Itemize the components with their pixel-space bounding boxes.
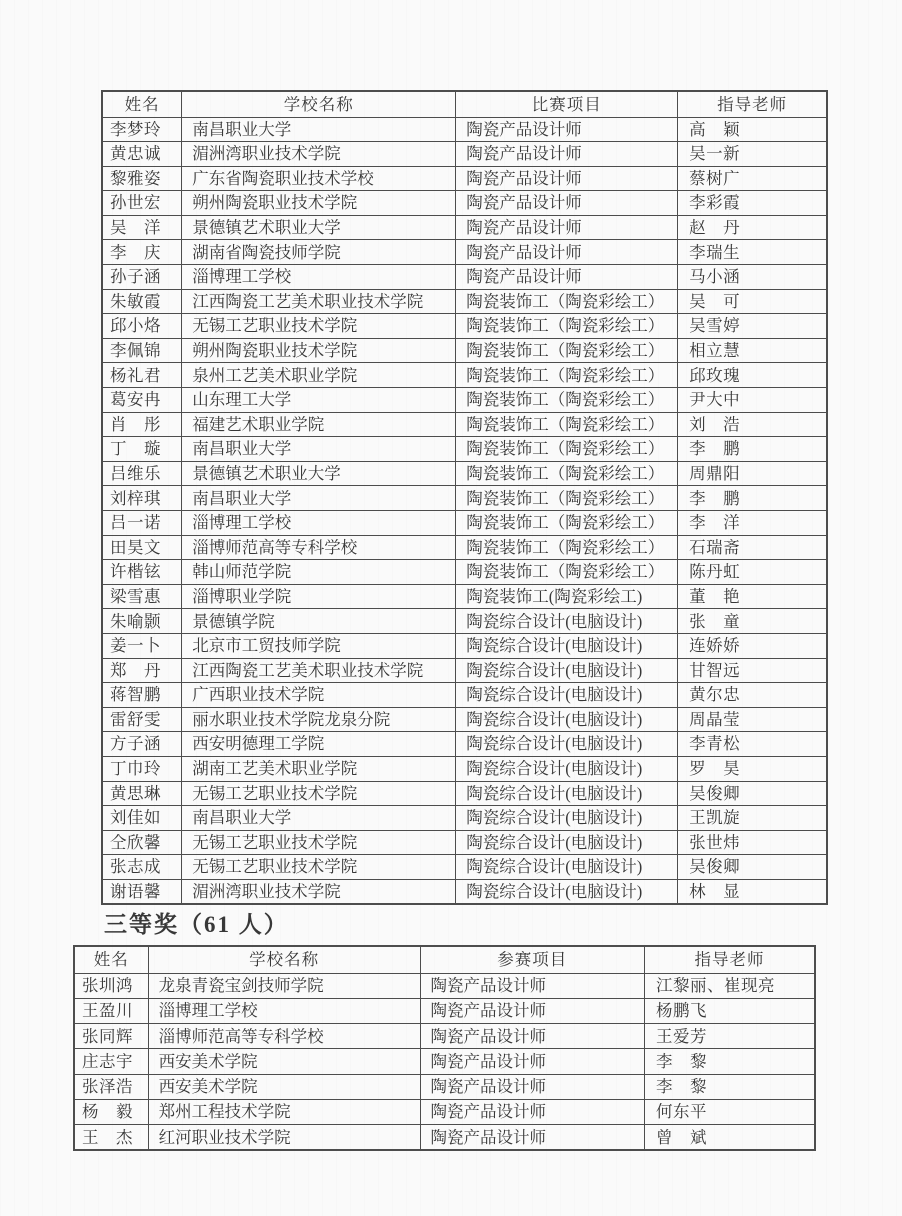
student-name-cell: 黄思琳 [102, 781, 182, 806]
school-name-cell: 江西陶瓷工艺美术职业技术学院 [182, 289, 456, 314]
school-name-cell: 广东省陶瓷职业技术学校 [182, 166, 456, 191]
student-name-cell: 仝欣馨 [102, 830, 182, 855]
event-cell: 陶瓷产品设计师 [420, 1099, 645, 1124]
student-name-cell: 张同辉 [74, 1024, 148, 1049]
school-name-cell: 朔州陶瓷职业技术学院 [182, 338, 456, 363]
header-row [102, 91, 827, 117]
table-row [102, 117, 827, 142]
table-row [74, 1099, 815, 1124]
advisor-cell: 黄尔忠 [678, 683, 827, 708]
school-name-cell: 景德镇学院 [182, 609, 456, 634]
award-table-lower-body [74, 973, 815, 1150]
table-row [74, 1049, 815, 1074]
school-name-cell: 西安明德理工学院 [182, 732, 456, 757]
advisor-cell: 李瑞生 [678, 240, 827, 265]
school-name-cell: 山东理工大学 [182, 388, 456, 413]
student-name-cell: 雷舒雯 [102, 707, 182, 732]
header-student-name: 姓名 [102, 91, 182, 117]
advisor-cell: 江黎丽、崔现亮 [645, 973, 815, 998]
student-name-cell: 孙世宏 [102, 191, 182, 216]
student-name-cell: 邱小烙 [102, 314, 182, 339]
student-name-cell: 吕维乐 [102, 461, 182, 486]
header-entry-event: 参赛项目 [420, 946, 645, 973]
event-cell: 陶瓷产品设计师 [456, 240, 678, 265]
student-name-cell: 庄志宇 [74, 1049, 148, 1074]
school-name-cell: 红河职业技术学院 [148, 1125, 420, 1150]
advisor-cell: 周晶莹 [678, 707, 827, 732]
table-row [74, 1024, 815, 1049]
award-table-upper [101, 90, 828, 905]
header-competition-event: 比赛项目 [456, 91, 678, 117]
advisor-cell: 石瑞斋 [678, 535, 827, 560]
event-cell: 陶瓷产品设计师 [420, 998, 645, 1023]
event-cell: 陶瓷综合设计(电脑设计) [456, 658, 678, 683]
event-cell: 陶瓷产品设计师 [456, 215, 678, 240]
school-name-cell: 无锡工艺职业技术学院 [182, 855, 456, 880]
event-cell: 陶瓷装饰工（陶瓷彩绘工） [456, 437, 678, 462]
student-name-cell: 许楷铉 [102, 560, 182, 585]
event-cell: 陶瓷装饰工（陶瓷彩绘工） [456, 560, 678, 585]
table-row [74, 1125, 815, 1150]
event-cell: 陶瓷装饰工（陶瓷彩绘工） [456, 314, 678, 339]
student-name-cell: 吴 洋 [102, 215, 182, 240]
advisor-cell: 林 显 [678, 879, 827, 904]
school-name-cell: 南昌职业大学 [182, 486, 456, 511]
table-row [102, 806, 827, 831]
advisor-cell: 李 黎 [645, 1049, 815, 1074]
school-name-cell: 湄洲湾职业技术学院 [182, 879, 456, 904]
advisor-cell: 周鼎阳 [678, 461, 827, 486]
event-cell: 陶瓷综合设计(电脑设计) [456, 879, 678, 904]
school-name-cell: 湖南省陶瓷技师学院 [182, 240, 456, 265]
table-row [102, 633, 827, 658]
advisor-cell: 王爱芳 [645, 1024, 815, 1049]
advisor-cell: 吴雪婷 [678, 314, 827, 339]
table-row [102, 191, 827, 216]
student-name-cell: 姜一卜 [102, 633, 182, 658]
school-name-cell: 郑州工程技术学院 [148, 1099, 420, 1124]
table-row [102, 560, 827, 585]
event-cell: 陶瓷产品设计师 [420, 1024, 645, 1049]
school-name-cell: 江西陶瓷工艺美术职业技术学院 [182, 658, 456, 683]
student-name-cell: 张泽浩 [74, 1074, 148, 1099]
advisor-cell: 张 童 [678, 609, 827, 634]
student-name-cell: 孙子涵 [102, 265, 182, 290]
header-advisor: 指导老师 [645, 946, 815, 973]
header-row [74, 946, 815, 973]
table-row [102, 388, 827, 413]
header-student-name: 姓名 [74, 946, 148, 973]
school-name-cell: 景德镇艺术职业大学 [182, 215, 456, 240]
school-name-cell: 西安美术学院 [148, 1074, 420, 1099]
advisor-cell: 高 颖 [678, 117, 827, 142]
school-name-cell: 湄洲湾职业技术学院 [182, 142, 456, 167]
student-name-cell: 黄忠诚 [102, 142, 182, 167]
event-cell: 陶瓷产品设计师 [456, 166, 678, 191]
school-name-cell: 无锡工艺职业技术学院 [182, 830, 456, 855]
event-cell: 陶瓷装饰工（陶瓷彩绘工） [456, 511, 678, 536]
table-row [102, 412, 827, 437]
event-cell: 陶瓷综合设计(电脑设计) [456, 633, 678, 658]
table-row [74, 998, 815, 1023]
advisor-cell: 张世炜 [678, 830, 827, 855]
advisor-cell: 李 鹏 [678, 437, 827, 462]
school-name-cell: 无锡工艺职业技术学院 [182, 781, 456, 806]
student-name-cell: 葛安冉 [102, 388, 182, 413]
event-cell: 陶瓷装饰工（陶瓷彩绘工） [456, 461, 678, 486]
school-name-cell: 湖南工艺美术职业学院 [182, 756, 456, 781]
table-row [102, 879, 827, 904]
advisor-cell: 曾 斌 [645, 1125, 815, 1150]
school-name-cell: 广西职业技术学院 [182, 683, 456, 708]
advisor-cell: 甘智远 [678, 658, 827, 683]
student-name-cell: 方子涵 [102, 732, 182, 757]
student-name-cell: 郑 丹 [102, 658, 182, 683]
student-name-cell: 朱喻颢 [102, 609, 182, 634]
advisor-cell: 相立慧 [678, 338, 827, 363]
student-name-cell: 李梦玲 [102, 117, 182, 142]
event-cell: 陶瓷产品设计师 [420, 973, 645, 998]
award-table-upper-header [102, 91, 827, 117]
advisor-cell: 李 洋 [678, 511, 827, 536]
student-name-cell: 刘佳如 [102, 806, 182, 831]
advisor-cell: 李青松 [678, 732, 827, 757]
student-name-cell: 田昊文 [102, 535, 182, 560]
advisor-cell: 蔡树广 [678, 166, 827, 191]
school-name-cell: 淄博理工学校 [148, 998, 420, 1023]
section-heading-third-prize: 三等奖（61 人） [104, 912, 289, 937]
event-cell: 陶瓷综合设计(电脑设计) [456, 806, 678, 831]
table-row [102, 756, 827, 781]
advisor-cell: 尹大中 [678, 388, 827, 413]
event-cell: 陶瓷产品设计师 [456, 117, 678, 142]
advisor-cell: 刘 浩 [678, 412, 827, 437]
event-cell: 陶瓷综合设计(电脑设计) [456, 781, 678, 806]
school-name-cell: 福建艺术职业学院 [182, 412, 456, 437]
table-row [102, 363, 827, 388]
header-school-name: 学校名称 [182, 91, 456, 117]
event-cell: 陶瓷产品设计师 [456, 142, 678, 167]
award-table-lower [73, 945, 816, 1151]
table-row [102, 855, 827, 880]
student-name-cell: 朱敏霞 [102, 289, 182, 314]
school-name-cell: 韩山师范学院 [182, 560, 456, 585]
table-row [102, 289, 827, 314]
event-cell: 陶瓷装饰工（陶瓷彩绘工） [456, 338, 678, 363]
event-cell: 陶瓷综合设计(电脑设计) [456, 756, 678, 781]
award-table-upper-body [102, 117, 827, 904]
school-name-cell: 淄博职业学院 [182, 584, 456, 609]
table-row [102, 707, 827, 732]
table-row [102, 584, 827, 609]
advisor-cell: 杨鹏飞 [645, 998, 815, 1023]
student-name-cell: 肖 彤 [102, 412, 182, 437]
event-cell: 陶瓷产品设计师 [420, 1074, 645, 1099]
header-advisor: 指导老师 [678, 91, 827, 117]
table-row [102, 338, 827, 363]
student-name-cell: 李 庆 [102, 240, 182, 265]
school-name-cell: 景德镇艺术职业大学 [182, 461, 456, 486]
table-row [102, 781, 827, 806]
advisor-cell: 吴俊卿 [678, 855, 827, 880]
student-name-cell: 杨 毅 [74, 1099, 148, 1124]
table-row [102, 486, 827, 511]
student-name-cell: 张圳鸿 [74, 973, 148, 998]
school-name-cell: 淄博理工学校 [182, 265, 456, 290]
event-cell: 陶瓷装饰工（陶瓷彩绘工） [456, 486, 678, 511]
student-name-cell: 丁巾玲 [102, 756, 182, 781]
student-name-cell: 黎雅姿 [102, 166, 182, 191]
table-row [102, 511, 827, 536]
table-row [102, 830, 827, 855]
table-row [102, 609, 827, 634]
advisor-cell: 吴俊卿 [678, 781, 827, 806]
student-name-cell: 张志成 [102, 855, 182, 880]
advisor-cell: 吴一新 [678, 142, 827, 167]
event-cell: 陶瓷综合设计(电脑设计) [456, 732, 678, 757]
school-name-cell: 朔州陶瓷职业技术学院 [182, 191, 456, 216]
header-school-name: 学校名称 [148, 946, 420, 973]
event-cell: 陶瓷装饰工（陶瓷彩绘工） [456, 412, 678, 437]
table-row [102, 314, 827, 339]
student-name-cell: 刘梓琪 [102, 486, 182, 511]
student-name-cell: 李佩锦 [102, 338, 182, 363]
advisor-cell: 董 艳 [678, 584, 827, 609]
table-row [102, 461, 827, 486]
school-name-cell: 淄博师范高等专科学校 [182, 535, 456, 560]
award-table-lower-header [74, 946, 815, 973]
table-row [102, 535, 827, 560]
advisor-cell: 王凯旋 [678, 806, 827, 831]
event-cell: 陶瓷装饰工（陶瓷彩绘工） [456, 289, 678, 314]
school-name-cell: 南昌职业大学 [182, 806, 456, 831]
advisor-cell: 罗 昊 [678, 756, 827, 781]
event-cell: 陶瓷综合设计(电脑设计) [456, 830, 678, 855]
advisor-cell: 连娇娇 [678, 633, 827, 658]
advisor-cell: 陈丹虹 [678, 560, 827, 585]
event-cell: 陶瓷装饰工（陶瓷彩绘工） [456, 388, 678, 413]
advisor-cell: 李 黎 [645, 1074, 815, 1099]
school-name-cell: 北京市工贸技师学院 [182, 633, 456, 658]
advisor-cell: 邱玫瑰 [678, 363, 827, 388]
student-name-cell: 王盈川 [74, 998, 148, 1023]
table-row [102, 142, 827, 167]
event-cell: 陶瓷产品设计师 [420, 1125, 645, 1150]
advisor-cell: 马小涵 [678, 265, 827, 290]
table-row [74, 1074, 815, 1099]
table-row [102, 732, 827, 757]
event-cell: 陶瓷综合设计(电脑设计) [456, 609, 678, 634]
table-row [102, 658, 827, 683]
advisor-cell: 何东平 [645, 1099, 815, 1124]
table-row [102, 215, 827, 240]
event-cell: 陶瓷装饰工（陶瓷彩绘工） [456, 363, 678, 388]
school-name-cell: 无锡工艺职业技术学院 [182, 314, 456, 339]
student-name-cell: 王 杰 [74, 1125, 148, 1150]
student-name-cell: 吕一诺 [102, 511, 182, 536]
school-name-cell: 淄博师范高等专科学校 [148, 1024, 420, 1049]
award-table-upper-table [101, 90, 828, 905]
school-name-cell: 丽水职业技术学院龙泉分院 [182, 707, 456, 732]
event-cell: 陶瓷产品设计师 [456, 191, 678, 216]
school-name-cell: 南昌职业大学 [182, 117, 456, 142]
school-name-cell: 泉州工艺美术职业学院 [182, 363, 456, 388]
table-row [102, 166, 827, 191]
event-cell: 陶瓷综合设计(电脑设计) [456, 683, 678, 708]
event-cell: 陶瓷产品设计师 [420, 1049, 645, 1074]
school-name-cell: 南昌职业大学 [182, 437, 456, 462]
table-row [102, 437, 827, 462]
event-cell: 陶瓷综合设计(电脑设计) [456, 855, 678, 880]
event-cell: 陶瓷装饰工(陶瓷彩绘工) [456, 584, 678, 609]
student-name-cell: 杨礼君 [102, 363, 182, 388]
school-name-cell: 淄博理工学校 [182, 511, 456, 536]
advisor-cell: 吴 可 [678, 289, 827, 314]
award-table-lower-table [73, 945, 816, 1151]
student-name-cell: 梁雪惠 [102, 584, 182, 609]
event-cell: 陶瓷产品设计师 [456, 265, 678, 290]
school-name-cell: 龙泉青瓷宝剑技师学院 [148, 973, 420, 998]
student-name-cell: 丁 璇 [102, 437, 182, 462]
event-cell: 陶瓷综合设计(电脑设计) [456, 707, 678, 732]
table-row [102, 240, 827, 265]
advisor-cell: 李彩霞 [678, 191, 827, 216]
table-row [74, 973, 815, 998]
table-row [102, 265, 827, 290]
table-row [102, 683, 827, 708]
event-cell: 陶瓷装饰工（陶瓷彩绘工） [456, 535, 678, 560]
student-name-cell: 谢语馨 [102, 879, 182, 904]
advisor-cell: 赵 丹 [678, 215, 827, 240]
advisor-cell: 李 鹏 [678, 486, 827, 511]
school-name-cell: 西安美术学院 [148, 1049, 420, 1074]
student-name-cell: 蒋智鹏 [102, 683, 182, 708]
